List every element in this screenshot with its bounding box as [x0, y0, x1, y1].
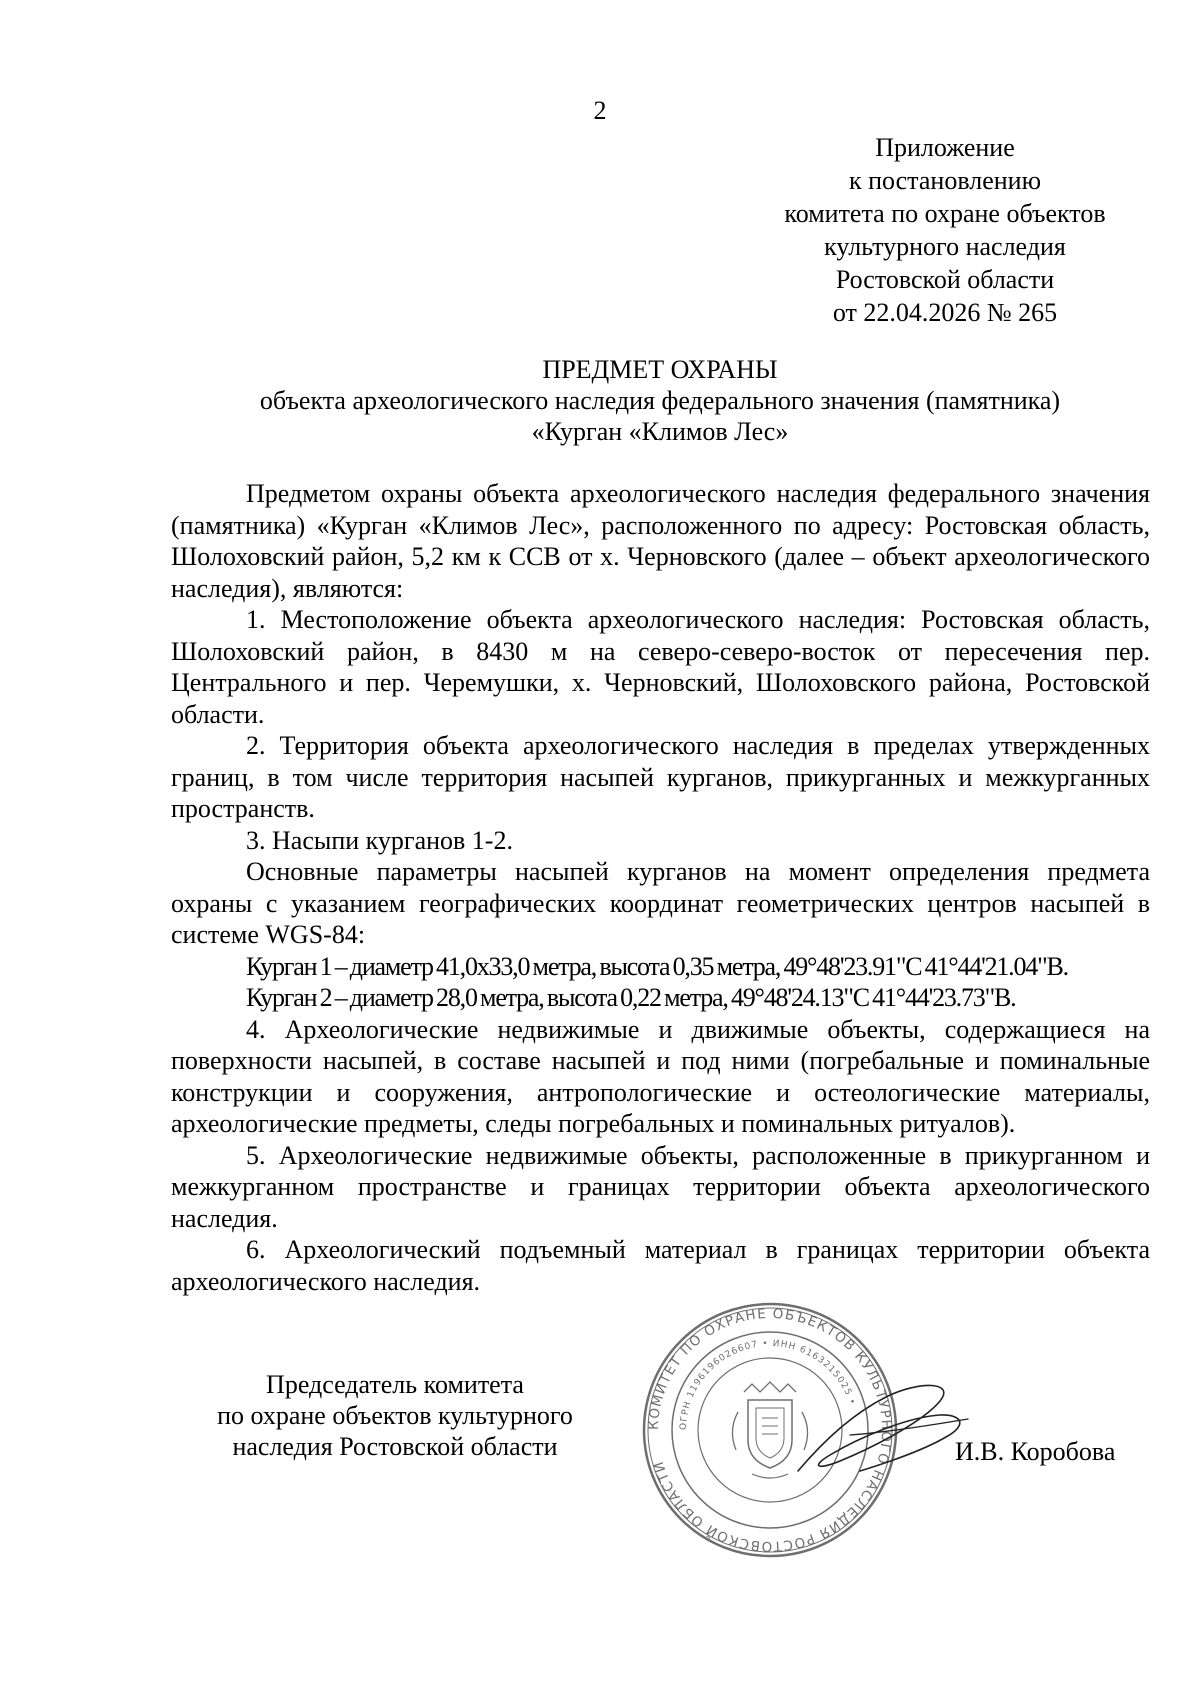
title-subline: объекта археологического наследия федерального значения (памятника) — [259, 386, 1061, 415]
paragraph-item-3: 3. Насыпи курганов 1-2. — [246, 825, 513, 855]
appendix-header — [740, 131, 1150, 329]
document-title — [170, 354, 1150, 447]
signer-position-line: Председатель комитета — [266, 1370, 524, 1399]
appendix-line: комитета по охране объектов — [784, 199, 1106, 228]
paragraph-item-6: 6. Археологический подъемный материал в границах территории объекта археологического наследия. — [171, 1235, 1150, 1296]
paragraph-item-4: 4. Археологические недвижимые и движимые объекты, содержащиеся на поверхности насыпей, в составе насыпей и под ними (погребальные и поминальные конструкции и сооружения, антропологические и остеологические материалы, археологические предметы, следы погребальных и поминальных ритуалов). — [171, 1014, 1150, 1138]
title-object-name: «Курган «Климов Лес» — [531, 417, 789, 446]
appendix-line: к постановлению — [848, 166, 1042, 195]
paragraph-item-5: 5. Археологические недвижимые объекты, расположенные в прикурганном и межкурганном пространстве и границах территории объекта археологического наследия. — [171, 1140, 1150, 1233]
paragraph-item-1: 1. Местоположение объекта археологического наследия: Ростовская область, Шолоховский район, в 8430 м на северо-северо-восток от пересечения пер. Центрального и пер. Черемушки, х. Черновский, Шолоховского района, Ростовской области. — [171, 605, 1150, 729]
page-number: 2 — [593, 96, 607, 125]
appendix-line: Ростовской области — [835, 265, 1055, 294]
signer-name: И.В. Коробова — [955, 1437, 1116, 1466]
paragraph-item-2: 2. Территория объекта археологического наследия в пределах утвержденных границ, в том числе территория насыпей курганов, прикурганных и межкурганных пространств. — [171, 731, 1150, 823]
kurgan-1-line: Курган 1 – диаметр 41,0х33,0 метра, высота 0,35 метра, 49°48'23.91"С 41°44'21.04"В. — [246, 951, 1068, 981]
kurgan-2-line: Курган 2 – диаметр 28,0 метра, высота 0,22 метра, 49°48'24.13"С 41°44'23.73"В. — [246, 983, 1016, 1012]
appendix-line: Приложение — [875, 133, 1015, 162]
paragraph-intro: Предметом охраны объекта археологического наследия федерального значения (памятника) «Курган «Климов Лес», расположенного по адресу: Ростовская область, Шолоховский район, 5,2 км к ССВ от х. Черновского (далее – объект археологического наследия), являются: — [171, 479, 1150, 603]
stamp-inner-text: ОГРН 1196196026607 • ИНН 6163215025 • — [678, 1338, 858, 1431]
paragraph-parameters: Основные параметры насыпей курганов на момент определения предмета охраны с указанием географических координат геометрических центров насыпей в системе WGS-84: — [171, 857, 1150, 949]
stamp-outer-text: КОМИТЕТ ПО ОХРАНЕ ОБЪЕКТОВ КУЛЬТУРНОГО НАСЛЕДИЯ РОСТОВСКОЙ ОБЛАСТИ — [645, 1305, 895, 1555]
handwritten-signature-icon — [790, 1375, 980, 1485]
title-heading: ПРЕДМЕТ ОХРАНЫ — [542, 355, 778, 384]
appendix-line: культурного наследия — [824, 232, 1066, 261]
signer-position — [180, 1369, 610, 1462]
signer-position-line: по охране объектов культурного — [217, 1401, 573, 1430]
appendix-date-number: от 22.04.2026 № 265 — [832, 298, 1058, 327]
document-body — [171, 478, 1150, 1297]
signer-position-line: наследия Ростовской области — [232, 1432, 558, 1461]
